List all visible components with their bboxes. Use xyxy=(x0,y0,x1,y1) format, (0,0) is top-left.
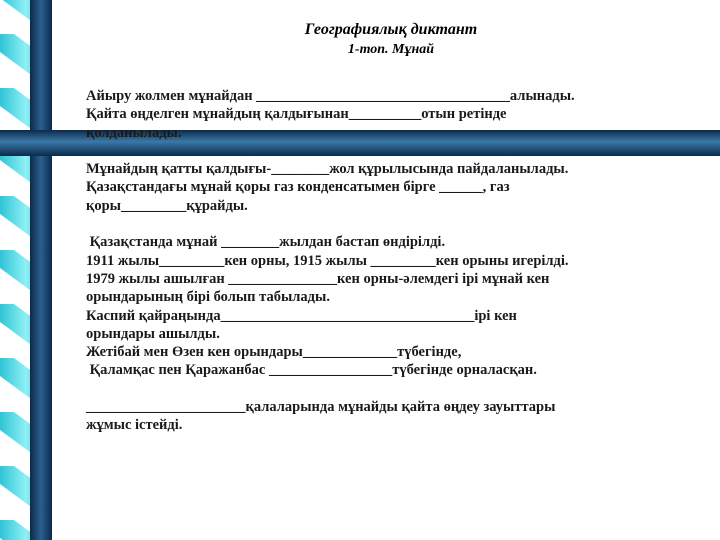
text-line: Каспий қайраңында___________________________________ірі кен xyxy=(86,307,517,324)
left-ribbon-decoration xyxy=(0,0,62,540)
text-line: Жетібай мен Өзен кен орындары_____________түбегінде, xyxy=(86,344,462,361)
text-line xyxy=(86,215,706,233)
text-line: Қазақстандағы мұнай қоры газ конденсатымен бірге ______, газ xyxy=(86,179,510,196)
text-line: Айыру жолмен мұнайдан ___________________________________алынады. xyxy=(86,88,575,104)
title-block xyxy=(62,20,720,60)
text-line: ______________________қалаларында мұнайды қайта өңдеу зауыттары xyxy=(86,399,556,416)
text-line: 1979 жылы ашылған _______________кен орны-әлемдегі ірі мұнай кен xyxy=(86,270,550,287)
text-line xyxy=(86,142,706,160)
text-line: Мұнайдың қатты қалдығы-________жол құрылысында пайдаланылады. xyxy=(86,161,569,178)
text-line: 1911 жылы_________кен орны, 1915 жылы _________кен орыны игерілді. xyxy=(86,252,569,269)
text-line: қоры_________құрайды. xyxy=(86,197,248,214)
text-line: Қайта өңделген мұнайдың қалдығынан__________отын ретінде xyxy=(86,106,507,123)
text-line xyxy=(86,380,706,398)
page-subtitle: 1-топ. Мұнай xyxy=(347,42,435,57)
dictation-text xyxy=(86,87,706,435)
text-line: орындары ашылды. xyxy=(86,325,220,342)
text-line: Қазақстанда мұнай ________жылдан бастап өндірілді. xyxy=(86,234,446,251)
text-line: қолданылады. xyxy=(86,124,182,141)
text-line: орындарының бірі болып табылады. xyxy=(86,289,330,306)
text-line: жұмыс істейді. xyxy=(86,417,183,434)
text-line: Қаламқас пен Қаражанбас _________________түбегінде орналасқан. xyxy=(86,362,537,379)
page-title: Географиялық диктант xyxy=(304,21,478,38)
